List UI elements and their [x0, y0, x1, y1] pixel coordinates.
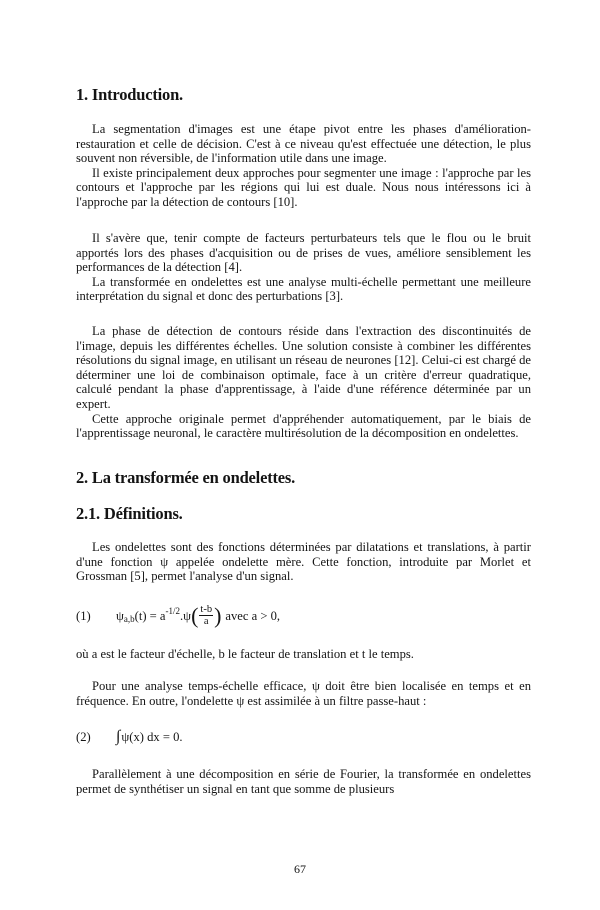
intro-paragraphs-1	[76, 122, 531, 210]
equation-2	[76, 729, 531, 745]
fraction: $\frac{t-b}{a}$	[200, 604, 213, 627]
section-title: 2. La transformée en ondelettes.	[76, 468, 296, 487]
section-introduction	[76, 85, 531, 105]
equation-1	[76, 604, 531, 627]
time-scale-paragraph	[76, 679, 531, 708]
equation-body: ∫ ψ(x) dx = 0.	[116, 728, 183, 745]
section-title: 1. Introduction.	[76, 85, 183, 104]
fourier-paragraph	[76, 767, 531, 796]
paragraph: La phase de détection de contours réside dans l'extraction des discontinuités de l'image, depuis les différentes échelles. Une solution consiste à combiner les différentes résolutions du signal image, en utilisant un réseau de neurones [12]. Celui-ci est chargé de déterminer une loi de combinaison optimale, face à un critère d'erreur quadratique, calculé pendant la phase d'apprentissage, à l'aide d'une référence déterminée par un expert.	[76, 324, 531, 411]
intro-paragraphs-2	[76, 231, 531, 304]
intro-paragraphs-3	[76, 324, 531, 441]
equation-number: (2)	[76, 730, 91, 744]
paragraph: Cette approche originale permet d'appréhender automatiquement, par le biais de l'apprentissage neuronal, le caractère multirésolution de la décomposition en ondelettes.	[76, 411, 531, 441]
subsection-title: 2.1. Définitions.	[76, 504, 183, 523]
page-number: 67	[294, 862, 306, 876]
paragraph: Pour une analyse temps-échelle efficace, ψ doit être bien localisée en temps et en fréquence. En outre, l'ondelette ψ est assimilée à un filtre passe-haut :	[76, 679, 531, 708]
paragraph: Les ondelettes sont des fonctions déterminées par dilatations et translations, à partir d'une fonction ψ appelée ondelette mère. Cette fonction, introduite par Morlet et Grossman [5], permet l'analyse d'un signal.	[76, 540, 531, 584]
scale-definition-paragraph	[76, 647, 531, 662]
paragraph: Parallèlement à une décomposition en série de Fourier, la transformée en ondelettes permet de synthétiser un signal en tant que somme de plusieurs	[76, 767, 531, 796]
equation-body: ψ a,b (t) = a -1/2 .ψ ( $\frac{t-b}{a}$ ) avec a > 0,	[116, 602, 281, 628]
paragraph: Il existe principalement deux approches pour segmenter une image : l'approche par les contours et l'approche par les régions qui lui est duale. Nous nous intéressons ici à l'approche par la détection de contours [10].	[76, 165, 531, 209]
paragraph: Il s'avère que, tenir compte de facteurs perturbateurs tels que le flou ou le bruit apportés lors des phases d'acquisition ou de prises de vues, améliore sensiblement les performances de la détection [4].	[76, 231, 531, 275]
paragraph: La transformée en ondelettes est une analyse multi-échelle permettant une meilleure interprétation du signal et donc des perturbations [3].	[76, 274, 531, 304]
paragraph: La segmentation d'images est une étape pivot entre les phases d'amélioration-restauration et celle de décision. C'est à ce niveau qu'est effectuée une détection, le plus souvent non réversible, de l'information utile dans une image.	[76, 122, 531, 166]
section-wavelet-transform	[76, 468, 531, 488]
equation-number: (1)	[76, 608, 91, 623]
definitions-paragraph	[76, 540, 531, 584]
paragraph: où a est le facteur d'échelle, b le facteur de translation et t le temps.	[76, 647, 414, 661]
section-definitions	[76, 504, 531, 524]
